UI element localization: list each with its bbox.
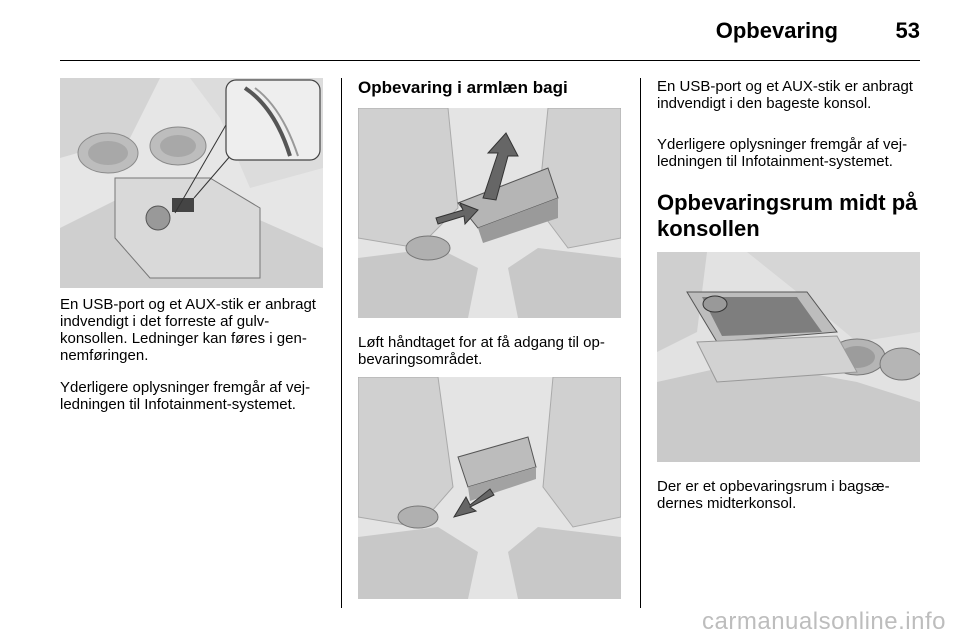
page-header-title: Opbevaring [715, 18, 838, 43]
armrest-lift-caption: Løft håndtaget for at få adgang til opbevaringsområdet. [358, 334, 605, 368]
figure-center-console-storage [657, 252, 920, 462]
center-console-storage-caption: Der er et opbevaringsrum i bagsædernes midterkonsol. [657, 478, 890, 512]
infotainment-reference-paragraph-1: Yderligere oplysninger fremgår af vejledningen til Infotainment-systemet. [60, 379, 311, 413]
header-rule [60, 60, 920, 61]
figure-armrest-handle [358, 377, 621, 599]
column-divider-2 [640, 78, 641, 608]
usb-aux-rear-paragraph: En USB-port og et AUX-stik er anbragt indvendigt i den bageste konsol. [657, 78, 913, 112]
heading-center-console-storage: Opbevaringsrum midt på konsollen [657, 190, 918, 241]
column-divider-1 [341, 78, 342, 608]
page-number: 53 [895, 18, 920, 43]
watermark: carmanualsonline.info [702, 608, 946, 635]
figure-front-console-usb-aux [60, 78, 323, 288]
heading-rear-armrest-storage: Opbevaring i armlæn bagi [358, 78, 568, 97]
infotainment-reference-paragraph-2: Yderligere oplysninger fremgår af vejledningen til Infotainment-systemet. [657, 136, 908, 170]
usb-aux-front-paragraph: En USB-port og et AUX-stik er anbragt indvendigt i det forreste af gulvkonsollen. Ledninger kan føres i gennemføringen. [60, 296, 316, 364]
figure-armrest-lift [358, 108, 621, 318]
